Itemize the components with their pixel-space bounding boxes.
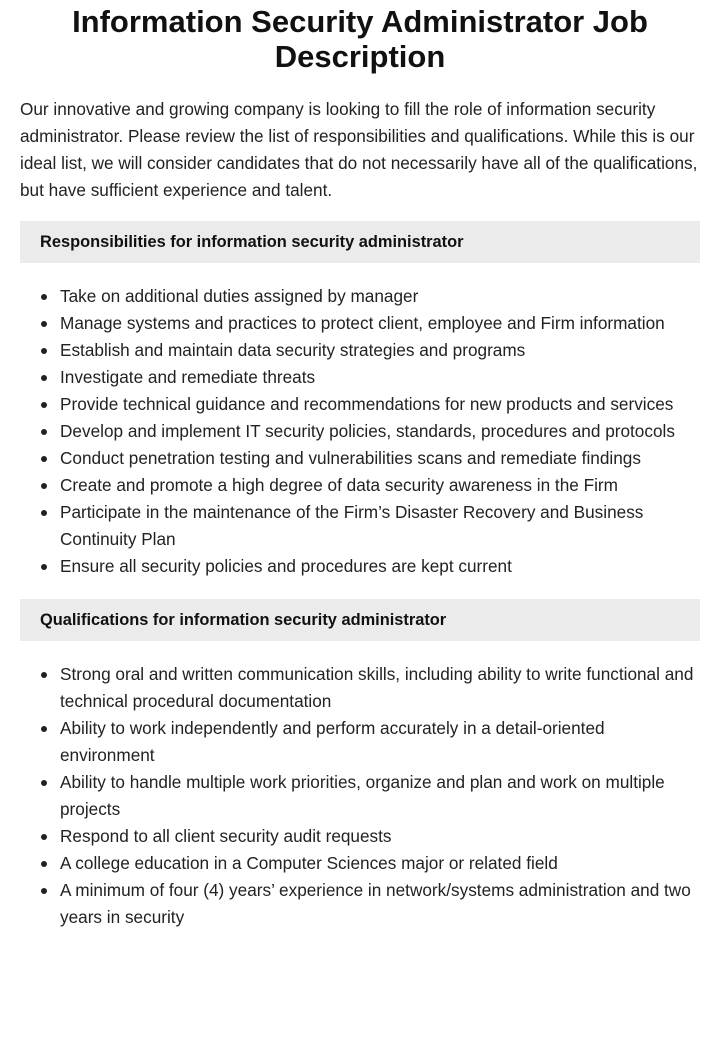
list-item: [60, 499, 700, 553]
list-item: [60, 391, 700, 418]
bullet-icon: [41, 726, 47, 732]
list-item: [60, 283, 700, 310]
bullet-icon: [41, 483, 47, 489]
list-item-text: Develop and implement IT security policies, standards, procedures and protocols: [60, 421, 675, 441]
list-item-text: Create and promote a high degree of data security awareness in the Firm: [60, 475, 618, 495]
bullet-icon: [41, 888, 47, 894]
bullet-icon: [41, 510, 47, 516]
list-item: [60, 418, 700, 445]
bullet-icon: [41, 402, 47, 408]
list-item: [60, 553, 700, 580]
list-item-text: A minimum of four (4) years’ experience in network/systems administration and two years in security: [60, 880, 691, 927]
page-title: Information Security Administrator Job Description: [72, 4, 648, 74]
list-item-text: Ensure all security policies and procedures are kept current: [60, 556, 512, 576]
list-item-text: Strong oral and written communication skills, including ability to write functional and technical procedural documentation: [60, 664, 694, 711]
list-item: [60, 364, 700, 391]
bullet-icon: [41, 564, 47, 570]
list-item-text: Investigate and remediate threats: [60, 367, 316, 387]
list-item: [60, 823, 700, 850]
bullet-icon: [41, 375, 47, 381]
bullet-icon: [41, 780, 47, 786]
list-item-text: Provide technical guidance and recommendations for new products and services: [60, 394, 674, 414]
list-item: [60, 472, 700, 499]
list-item: [60, 310, 700, 337]
bullet-icon: [41, 834, 47, 840]
qualifications-heading: Qualifications for information security administrator: [20, 599, 700, 641]
bullet-icon: [41, 456, 47, 462]
list-item-text: Ability to work independently and perform accurately in a detail-oriented environment: [60, 718, 605, 765]
bullet-icon: [41, 321, 47, 327]
list-item: [60, 445, 700, 472]
responsibilities-list: [20, 283, 700, 580]
bullet-icon: [41, 348, 47, 354]
list-item-text: Respond to all client security audit requests: [60, 826, 392, 846]
list-item: [60, 715, 700, 769]
bullet-icon: [41, 672, 47, 678]
list-item-text: Ability to handle multiple work priorities, organize and plan and work on multiple projects: [60, 772, 665, 819]
list-item-text: A college education in a Computer Sciences major or related field: [60, 853, 558, 873]
qualifications-list: [20, 661, 700, 931]
list-item-text: Manage systems and practices to protect client, employee and Firm information: [60, 313, 665, 333]
intro-paragraph: Our innovative and growing company is looking to fill the role of information security administrator. Please review the list of responsibilities and qualifications. While this is our ideal list, we will consider candidates that do not necessarily have all of the qualifications, but have sufficient experience and talent.: [20, 99, 698, 200]
list-item-text: Conduct penetration testing and vulnerabilities scans and remediate findings: [60, 448, 641, 468]
list-item: [60, 877, 700, 931]
bullet-icon: [41, 294, 47, 300]
list-item: [60, 337, 700, 364]
list-item-text: Establish and maintain data security strategies and programs: [60, 340, 526, 360]
responsibilities-heading: Responsibilities for information security administrator: [20, 221, 700, 263]
bullet-icon: [41, 429, 47, 435]
list-item-text: Take on additional duties assigned by manager: [60, 286, 419, 306]
list-item: [60, 850, 700, 877]
list-item-text: Participate in the maintenance of the Firm’s Disaster Recovery and Business Continuity Plan: [60, 502, 644, 549]
list-item: [60, 769, 700, 823]
bullet-icon: [41, 861, 47, 867]
list-item: [60, 661, 700, 715]
